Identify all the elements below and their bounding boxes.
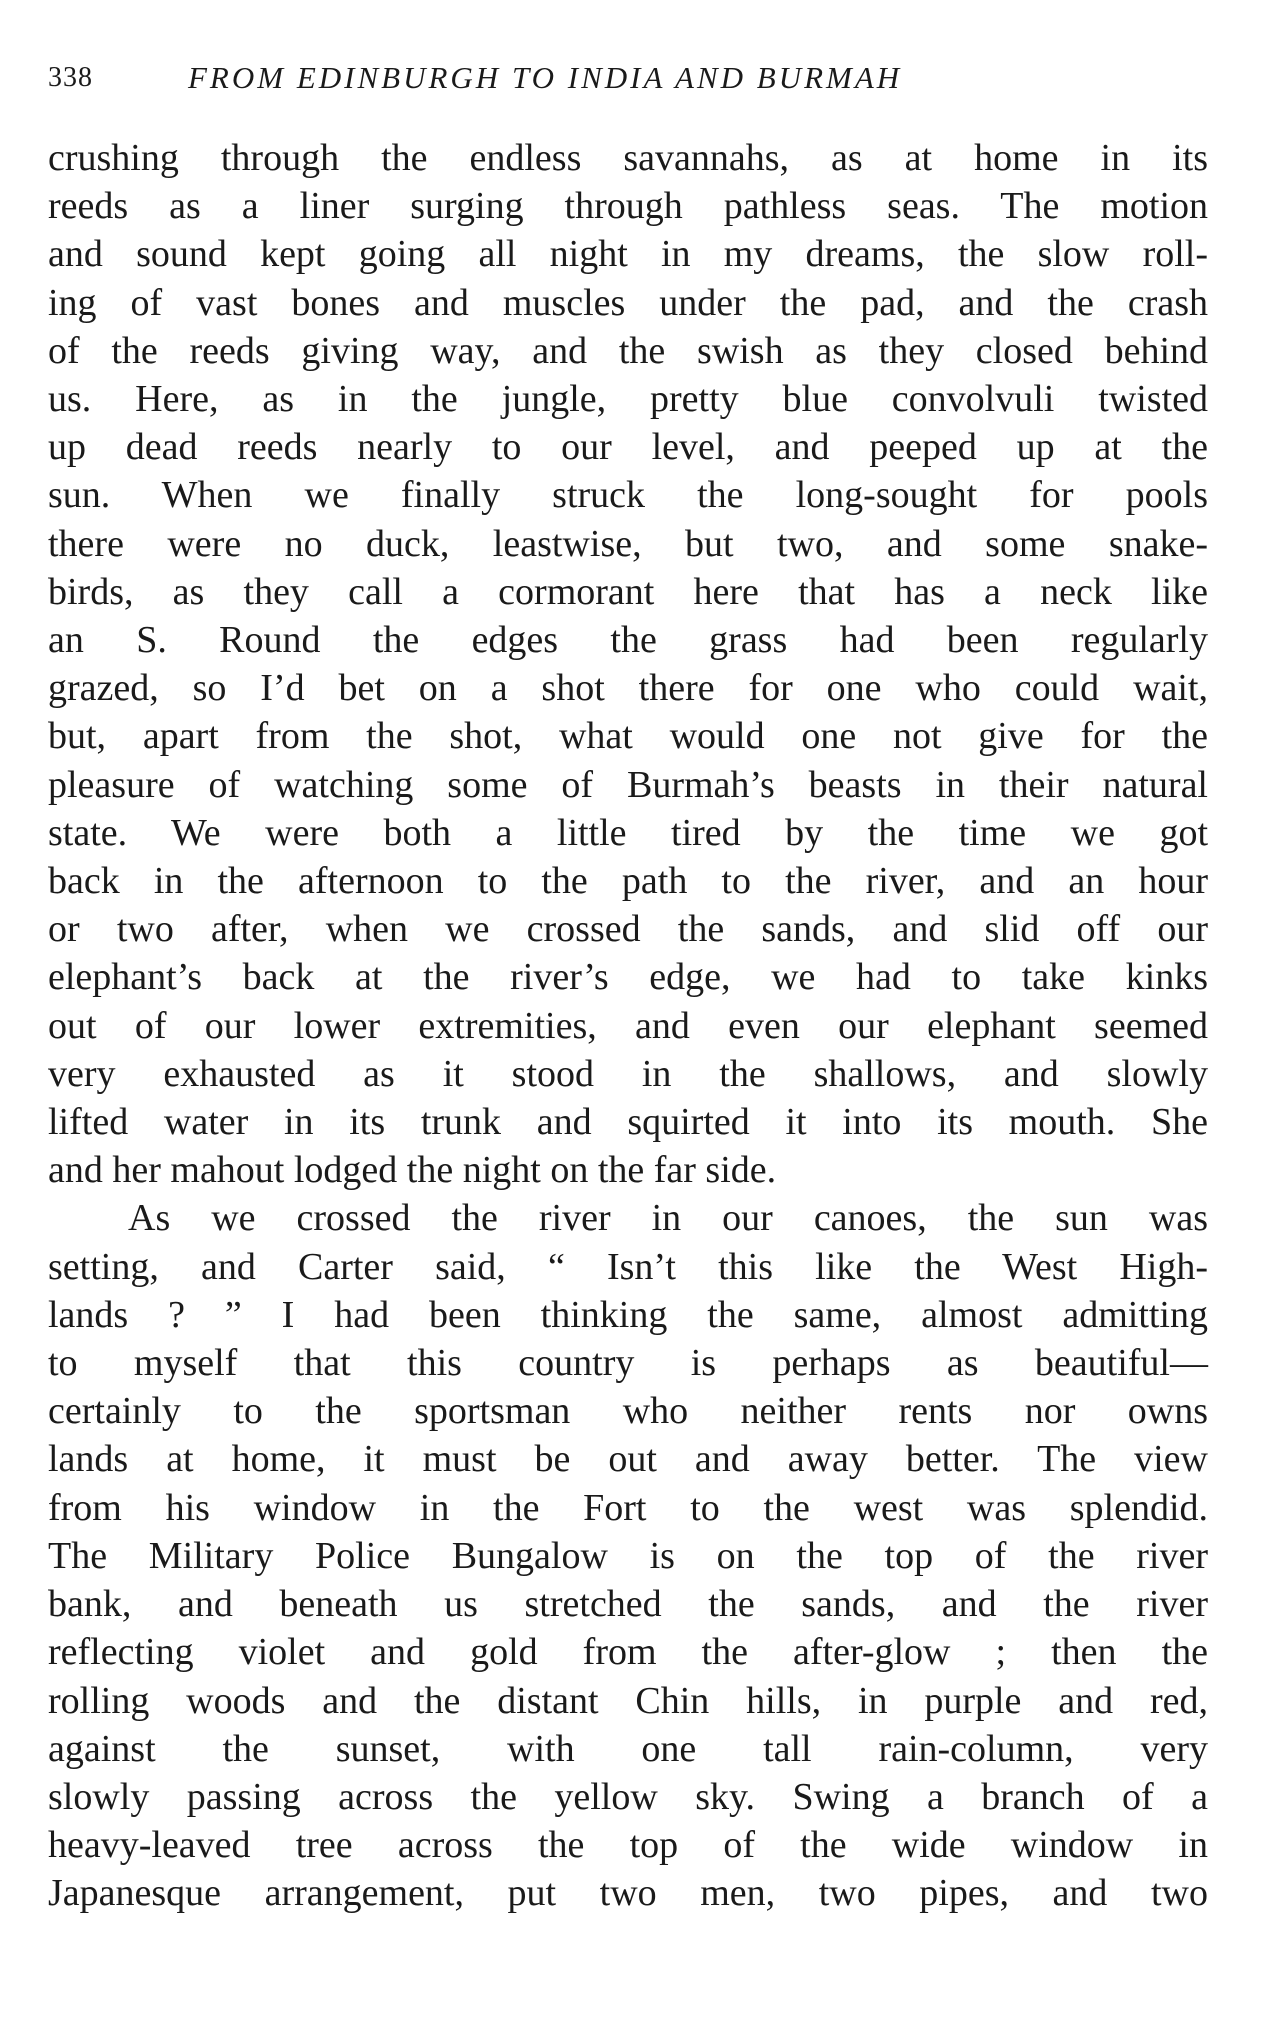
text-line: lifted water in its trunk and squirted it into its mouth. She xyxy=(48,1101,1208,1144)
text-line: reeds as a liner surging through pathless seas. The motion xyxy=(48,185,1208,228)
text-line: birds, as they call a cormorant here that has a neck like xyxy=(48,570,1208,613)
text-line: very exhausted as it stood in the shallows, and slowly xyxy=(48,1052,1208,1095)
page-number: 338 xyxy=(48,62,93,93)
text-line: Japanesque arrangement, put two men, two pipes, and two xyxy=(48,1872,1208,1915)
book-page xyxy=(48,52,1208,1918)
text-line: and sound kept going all night in my dreams, the slow roll- xyxy=(48,233,1208,276)
text-line: back in the afternoon to the path to the river, and an hour xyxy=(48,860,1208,903)
text-line: against the sunset, with one tall rain-column, very xyxy=(48,1727,1208,1770)
text-line: rolling woods and the distant Chin hills, in purple and red, xyxy=(48,1679,1208,1722)
text-line: grazed, so I’d bet on a shot there for one who could wait, xyxy=(48,667,1208,710)
text-line: and her mahout lodged the night on the far side. xyxy=(48,1149,777,1192)
text-line: or two after, when we crossed the sands, and slid off our xyxy=(48,908,1208,951)
text-line: lands at home, it must be out and away better. The view xyxy=(48,1438,1208,1481)
text-line: certainly to the sportsman who neither rents nor owns xyxy=(48,1390,1208,1433)
text-line: The Military Police Bungalow is on the top of the river xyxy=(48,1534,1208,1577)
text-line: crushing through the endless savannahs, as at home in its xyxy=(48,137,1208,179)
text-line: there were no duck, leastwise, but two, and some snake- xyxy=(48,522,1208,565)
text-line: but, apart from the shot, what would one not give for the xyxy=(48,715,1208,758)
text-line: setting, and Carter said, “ Isn’t this like the West High- xyxy=(48,1245,1208,1288)
text-line: to myself that this country is perhaps as beautiful— xyxy=(48,1342,1208,1385)
text-line: from his window in the Fort to the west was splendid. xyxy=(48,1486,1208,1529)
text-line: As we crossed the river in our canoes, the sun was xyxy=(128,1197,1208,1240)
text-line: bank, and beneath us stretched the sands, and the river xyxy=(48,1583,1208,1626)
text-line: lands ? ” I had been thinking the same, almost admitting xyxy=(48,1293,1208,1336)
text-line: an S. Round the edges the grass had been regularly xyxy=(48,619,1208,662)
body-text xyxy=(48,134,1208,1918)
paragraph-1 xyxy=(48,134,1208,1194)
text-line: up dead reeds nearly to our level, and peeped up at the xyxy=(48,426,1208,469)
text-line: reflecting violet and gold from the after-glow ; then the xyxy=(48,1631,1208,1674)
text-line: ing of vast bones and muscles under the pad, and the crash xyxy=(48,281,1208,324)
running-title: FROM EDINBURGH TO INDIA AND BURMAH xyxy=(188,60,903,95)
text-line: out of our lower extremities, and even our elephant seemed xyxy=(48,1004,1208,1047)
running-head xyxy=(48,52,1208,102)
text-line: state. We were both a little tired by the time we got xyxy=(48,811,1208,854)
text-line: elephant’s back at the river’s edge, we had to take kinks xyxy=(48,956,1208,999)
text-line: heavy-leaved tree across the top of the wide window in xyxy=(48,1824,1208,1867)
text-line: pleasure of watching some of Burmah’s beasts in their natural xyxy=(48,763,1208,806)
text-line: slowly passing across the yellow sky. Swing a branch of a xyxy=(48,1775,1208,1818)
paragraph-2 xyxy=(48,1194,1208,1917)
text-line: sun. When we finally struck the long-sought for pools xyxy=(48,474,1208,517)
text-line: of the reeds giving way, and the swish as they closed behind xyxy=(48,329,1208,372)
text-line: us. Here, as in the jungle, pretty blue convolvuli twisted xyxy=(48,378,1208,421)
